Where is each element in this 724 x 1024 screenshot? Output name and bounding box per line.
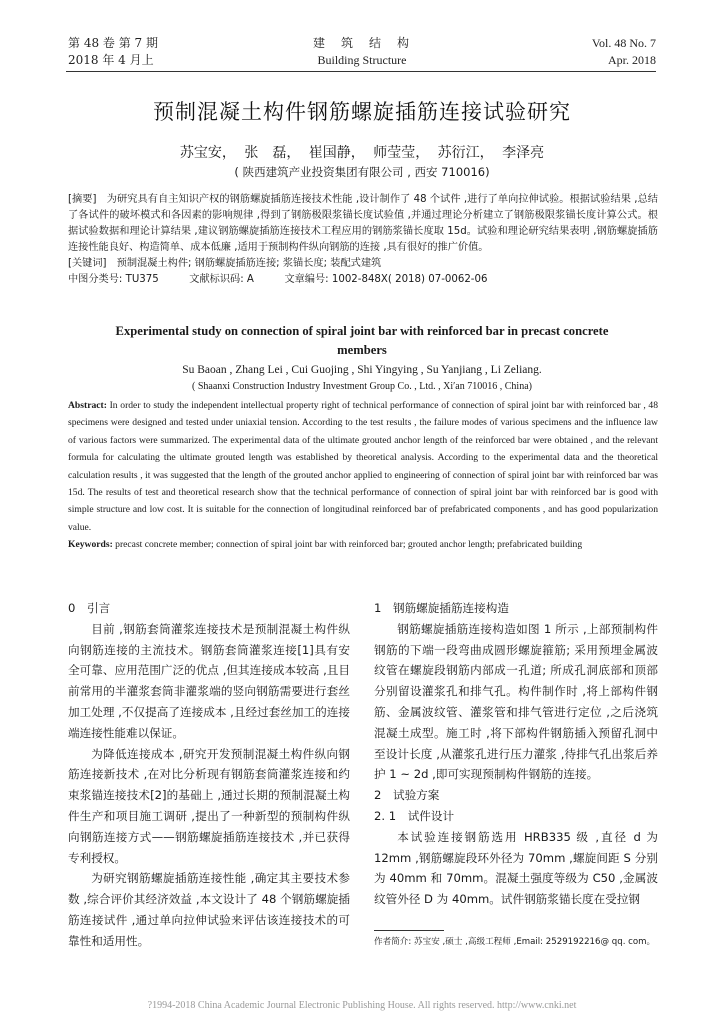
volume-issue-cn: 第 48 卷 第 7 期	[68, 36, 158, 50]
abstract-en	[68, 397, 658, 554]
section-heading-2-1: 2. 1 试件设计	[374, 808, 455, 823]
title-cn: 预制混凝土构件钢筋螺旋插筋连接试验研究	[153, 100, 571, 124]
body-right-column	[374, 598, 658, 910]
section-heading-intro: 0 引言	[68, 601, 111, 615]
journal-name-cn: 建 筑 结 构	[312, 36, 411, 50]
paragraph: 为研究钢筋螺旋插筋连接性能 ,确定其主要技术参数 ,综合评价其经济效益 ,本文设计了 48 个钢筋螺旋插筋连接试件 ,通过单向拉伸试验来评估该连接技术的可靠性和适用性。	[68, 871, 350, 948]
volume-issue-en: Vol. 48 No. 7	[591, 36, 656, 50]
clc-number: 中图分类号: TU375	[68, 274, 159, 285]
author-footnote: 作者简介: 苏宝安 ,硕士 ,高级工程师 ,Email: 2529192216@ qq. com。	[374, 937, 656, 947]
abstract-cn-text: 为研究具有自主知识产权的钢筋螺旋插筋连接技术性能 ,设计制作了 48 个试件 ,进行了单向拉伸试验。根据试验结果 ,总结了各试件的破坏模式和各因素的影响规律 ,得到了钢筋极限浆锚长度试验值 ,并通过理论分析建立了钢筋极限浆锚长度计算公式。根据试验数据和理论计算结果 ,建议钢筋螺旋插筋连接技术工程应用的钢筋浆锚长度取 15d。试验和理论研究结果表明 ,钢筋螺旋插筋连接性能良好、构造简单、成本低廉 ,适用于预制构件纵向钢筋的连接 ,具有很好的推广价值。	[68, 194, 658, 253]
paragraph: 本试验连接钢筋选用 HRB335 级 ,直径 d 为 12mm ,钢筋螺旋段环外径为 70mm ,螺旋间距 S 分别为 40mm 和 70mm。混凝土强度等级为 C50 ,金属波纹管外径 D 为 40mm。试件钢筋浆锚长度在受拉钢	[374, 829, 658, 907]
section-heading-1: 1 钢筋螺旋插筋连接构造	[374, 601, 509, 615]
journal-name-en: Building Structure	[317, 53, 407, 67]
abstract-cn	[68, 192, 658, 288]
authors-cn: 苏宝安， 张 磊， 崔国静， 师莹莹， 苏衍江， 李泽亮	[179, 145, 545, 161]
issue-date-en: Apr. 2018	[608, 53, 656, 67]
title-en: Experimental study on connection of spiral joint bar with reinforced bar in precast concrete members	[115, 324, 609, 357]
keywords-en-label: Keywords:	[68, 539, 113, 551]
affiliation-en: ( Shaanxi Construction Industry Investment Group Co. , Ltd. , Xi′an 710016 , China)	[192, 381, 532, 392]
authors-en: Su Baoan , Zhang Lei , Cui Guojing , Shi Yingying , Su Yanjiang , Li Zeliang.	[182, 364, 542, 376]
paragraph: 为降低连接成本 ,研究开发预制混凝土构件纵向钢筋连接新技术 ,在对比分析现有钢筋套筒灌浆连接和约束浆锚连接技术[2]的基础上 ,通过长期的预制混凝土构件生产和项目施工调研 ,提出了一种新型的预制构件纵向钢筋连接方式——钢筋螺旋插筋连接技术 ,并已获得专利授权。	[68, 746, 350, 865]
paragraph: 钢筋螺旋插筋连接构造如图 1 所示 ,上部预制构件钢筋的下端一段弯曲成圆形螺旋箍筋; 采用预埋金属波纹管在螺旋段钢筋内部成一孔道; 所成孔洞底部和顶部分别留设灌浆孔和排气孔。构件制作时 ,将上部构件钢筋、金属波纹管、灌浆管和排气管进行定位 ,之后浇筑混凝土成型。施工时 ,将下部构件钢筋插入预留孔洞中至设计长度 ,从灌浆孔进行压力灌浆 ,待排气孔出浆后养护 1 ~ 2d ,即可实现预制构件钢筋的连接。	[374, 621, 658, 782]
section-heading-2: 2 试验方案	[374, 788, 440, 803]
copyright-footer: ?1994-2018 China Academic Journal Electronic Publishing House. All rights reserved. http://www.cnki.net	[147, 1000, 577, 1011]
paragraph: 目前 ,钢筋套筒灌浆连接技术是预制混凝土构件纵向钢筋连接的主流技术。钢筋套筒灌浆连接[1]具有安全可靠、应用范围广泛的优点 ,但其连接成本较高 ,且目前常用的半灌浆套筒非灌浆端的竖向钢筋需要进行套丝加工处理 ,不仅提高了连接成本 ,且经过套丝加工的连接端连接性能难以保证。	[68, 621, 350, 740]
affiliation-cn: ( 陕西建筑产业投资集团有限公司 , 西安 710016)	[234, 165, 490, 179]
document-code: 文献标识码: A	[189, 274, 254, 285]
abstract-cn-label: [摘要]	[68, 194, 97, 205]
abstract-en-text: In order to study the independent intellectual property right of technical performance of connection of spiral joint bar with reinforced bar , 48 specimens were designed and tested under uniaxial tension. According to the test results , the failure modes of various specimens and the influence law of various factors were summarized. The experimental data of the ultimate grouted anchor length of the reinforced bar were obtained , and the relevant formula for calculating the ultimate grouted length was established by theoretical analysis. According to the experimental data and the theoretical calculation results , it was suggested that the length of the grouted anchor applied to engineering of connection of spiral joint bar with reinforced bar was 15d. The results of test and theoretical research show that the technical performance of connection of spiral joint bar with reinforced bar is good with simple structure and low cost. It is suitable for the connection of longitudinal reinforced bar of prefabricated components , and has good popularization value.	[68, 400, 658, 533]
header-rule	[66, 71, 656, 72]
keywords-cn: 预制混凝土构件; 钢筋螺旋插筋连接; 浆锚长度; 装配式建筑	[116, 258, 382, 269]
keywords-en: precast concrete member; connection of spiral joint bar with reinforced bar; grouted anchor length; prefabricated building	[115, 539, 583, 551]
issue-date-cn: 2018 年 4 月上	[68, 53, 154, 67]
footnote-rule	[374, 930, 444, 931]
article-number: 文章编号: 1002-848X( 2018) 07-0062-06	[284, 274, 488, 285]
abstract-en-label: Abstract:	[68, 400, 107, 411]
body-left-column	[68, 598, 350, 952]
keywords-cn-label: [关键词]	[68, 258, 107, 269]
